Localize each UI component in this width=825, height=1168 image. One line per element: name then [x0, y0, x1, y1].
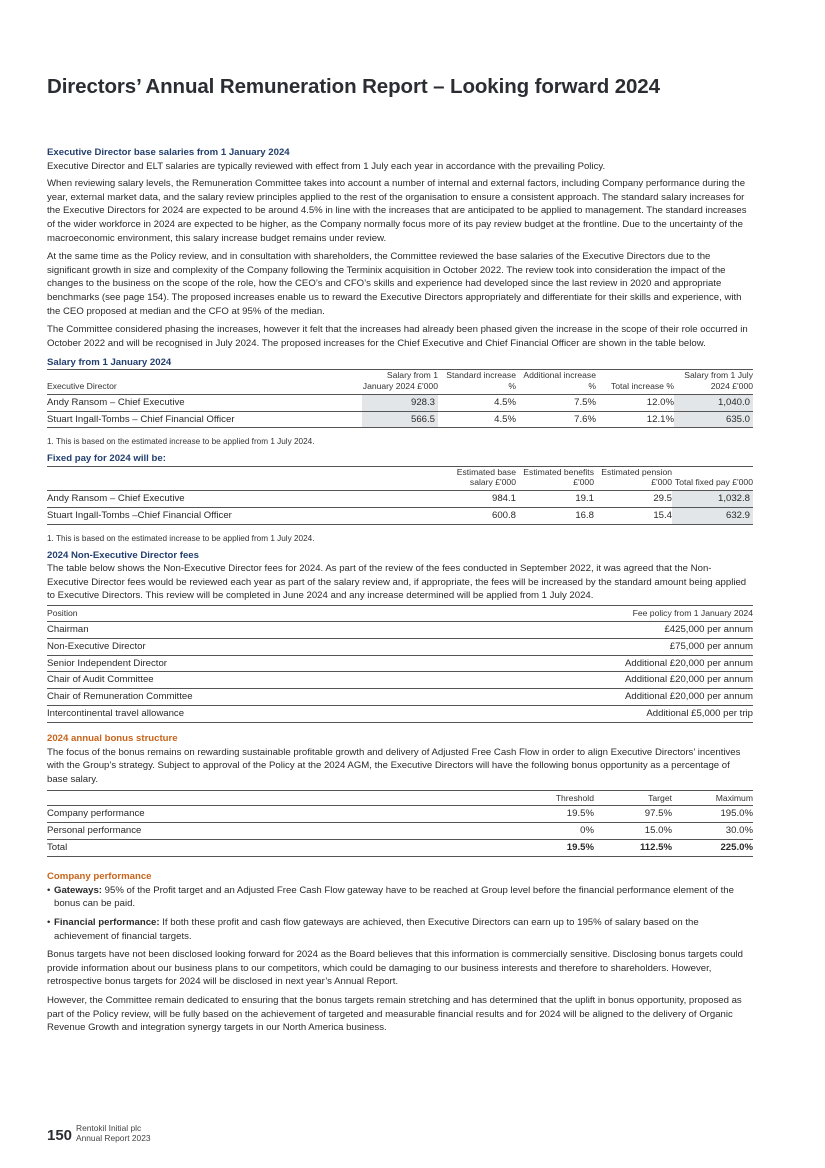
table-cell: 7.6%: [574, 413, 596, 425]
table-cell: 0%: [580, 825, 594, 837]
table-cell: 29.5: [653, 493, 672, 505]
table-cell: 112.5%: [639, 842, 672, 854]
table-cell: Stuart Ingall-Tombs – Chief Financial Officer: [47, 413, 235, 425]
column-header: Salary from 1 January 2024 £'000: [362, 370, 438, 391]
column-header: Standard increase %: [446, 370, 516, 391]
list-item: [47, 916, 753, 943]
table-row: [47, 638, 753, 655]
table-cell: Company performance: [47, 808, 145, 820]
table-row: [47, 806, 753, 823]
company-performance-paragraph: Bonus targets have not been disclosed looking forward for 2024 as the Board believes that this information is commercially sensitive. Disclosing bonus targets could provide information about our business plans to our competitors, which could be damaging to our business interests and therefore to shareholders. However, retrospective bonus targets for 2024 will be disclosed in next year’s Annual Report.: [47, 949, 743, 988]
table-cell: 19.5%: [566, 842, 594, 854]
table-cell: Additional £5,000 per trip: [646, 708, 753, 720]
table-cell: 30.0%: [725, 825, 753, 837]
table-cell: Non-Executive Director: [47, 640, 146, 652]
ned-fees-heading: 2024 Non-Executive Director fees: [47, 549, 199, 561]
table-cell: 566.5: [362, 411, 438, 428]
table-cell: £75,000 per annum: [669, 640, 753, 652]
column-header: Total increase %: [610, 380, 674, 391]
table-cell: 4.5%: [494, 413, 516, 425]
table-cell: Additional £20,000 per annum: [624, 674, 753, 686]
base-salaries-paragraph: Executive Director and ELT salaries are typically reviewed with effect from 1 July each year in accordance with the prevailing Policy.: [47, 160, 606, 172]
column-header: Fee policy from 1 January 2024: [632, 608, 753, 619]
table-cell: 195.0%: [720, 808, 753, 820]
ned-fees-intro: The table below shows the Non-Executive Director fees for 2024. As part of the review of the fees conducted in September 2022, it was agreed that the Non-Executive Director fees would be reviewed each year as part of the salary review and, if appropriate, the fees will be increased by the standard amount being applied to Executive Directors. This review will be completed in June 2024 and any increase determined will be applied from 1 July 2024.: [47, 563, 747, 602]
table-cell: 984.1: [491, 493, 516, 505]
page-footer: [47, 1123, 151, 1143]
base-salaries-paragraph: When reviewing salary levels, the Remuneration Committee takes into account a number of internal and external factors, including Company performance during the year, external market data, and the salary review principles applied to the rest of the organisation to ensure a consistent approach. The standard salary increases for the Executive Directors for 2024 are expected to be around 4.5% in line with the increases that are anticipated to be applied to management. The standard increases of the wider workforce in 2024 are expected to be higher, as the Company normally focus more of its pay review budget at the frontline. Due to the uncertainty of the macroeconomic environment, this salary increase budget remains under review.: [47, 178, 747, 244]
bullet-label: Financial performance:: [54, 916, 160, 928]
base-salaries-paragraph: The Committee considered phasing the increases, however it felt that the increases had already been phased given the increase in the scope of their role occurred in October 2022 and will be recognised in July 2024. The proposed increases for the Chief Executive and Chief Financial Officer are shown in the table below.: [47, 324, 748, 349]
table-row: [47, 394, 753, 411]
table-cell: Chairman: [47, 623, 89, 635]
page-number: 150: [47, 1127, 73, 1145]
table-cell: 1,040.0: [674, 394, 753, 411]
table-cell: Andy Ransom – Chief Executive: [47, 493, 185, 505]
table-cell: Senior Independent Director: [47, 657, 167, 669]
table-row: [47, 823, 753, 840]
footer-text: [76, 1123, 151, 1143]
table-cell: Personal performance: [47, 825, 142, 837]
column-header: [47, 790, 516, 806]
table-cell: 19.1: [575, 493, 594, 505]
fixed-pay-heading: Fixed pay for 2024 will be:: [47, 453, 166, 465]
table-header-row: [47, 466, 753, 490]
company-performance-list: [47, 884, 753, 943]
salary-table: [47, 369, 753, 428]
table-cell: 7.5%: [574, 396, 596, 408]
table-cell: Total: [47, 842, 68, 854]
page-title: Directors’ Annual Remuneration Report – Looking forward 2024: [47, 75, 660, 98]
column-header: Estimated benefits £'000: [523, 466, 594, 488]
company-performance-paragraph: However, the Committee remain dedicated to ensuring that the bonus targets remain stretching and has determined that the uplift in bonus opportunity, proposed as part of the Policy review, will be fully based on the achievement of targeted and measurable financial results and for 2024 will be aligned to the delivery of Organic Revenue Growth and integration synergy targets in our North America business.: [47, 994, 742, 1034]
table-row: [47, 689, 753, 706]
table-cell: 600.8: [491, 510, 516, 522]
column-header: Salary from 1 July 2024 £'000: [684, 370, 753, 391]
fixed-pay-table: [47, 466, 753, 525]
column-header: Additional increase %: [523, 370, 596, 391]
column-header: Estimated base salary £'000: [456, 466, 516, 488]
table-row: [47, 508, 753, 525]
footer-company: Rentokil Initial plc: [76, 1123, 142, 1133]
bonus-intro: The focus of the bonus remains on rewarding sustainable profitable growth and delivery of Adjusted Free Cash Flow in order to align Executive Directors’ incentives with the Group’s strategy. Subject to approval of the Policy at the 2024 AGM, the Executive Directors will have the following bonus opportunity as a percentage of base salary.: [47, 746, 741, 786]
column-header: Executive Director: [47, 380, 117, 391]
table-cell: 12.0%: [646, 396, 674, 408]
table-cell: 15.4: [653, 510, 672, 522]
column-header: Target: [648, 792, 672, 803]
bonus-table: [47, 790, 753, 857]
main-content: [47, 146, 753, 1040]
company-performance-heading: Company performance: [47, 871, 152, 883]
table-cell: Chair of Remuneration Committee: [47, 691, 193, 703]
table-cell: £425,000 per annum: [664, 623, 753, 635]
table-row: [47, 655, 753, 672]
table-total-row: [47, 840, 753, 857]
table-cell: 4.5%: [494, 396, 516, 408]
footnote: 1. This is based on the estimated increase to be applied from 1 July 2024.: [47, 533, 315, 543]
column-header: Position: [47, 608, 78, 619]
bullet-label: Gateways:: [54, 884, 102, 896]
table-cell: 19.5%: [566, 808, 594, 820]
table-cell: Additional £20,000 per annum: [624, 657, 753, 669]
table-cell: Additional £20,000 per annum: [624, 691, 753, 703]
column-header: [47, 466, 438, 490]
table-header-row: [47, 370, 753, 394]
table-header-row: [47, 790, 753, 806]
table-cell: 928.3: [362, 394, 438, 411]
table-cell: 632.9: [672, 508, 753, 525]
table-cell: 15.0%: [644, 825, 672, 837]
table-row: [47, 706, 753, 723]
footer-report: Annual Report 2023: [76, 1133, 151, 1144]
list-item: [47, 884, 753, 911]
column-header: Total fixed pay £'000: [674, 477, 753, 488]
table-cell: 225.0%: [720, 842, 753, 854]
table-cell: 16.8: [575, 510, 594, 522]
ned-fees-table: [47, 605, 753, 723]
table-row: [47, 672, 753, 689]
table-cell: 1,032.8: [672, 491, 753, 508]
table-row: [47, 411, 753, 428]
bullet-text: 95% of the Profit target and an Adjusted Free Cash Flow gateway have to be reached at Group level before the financial performance element of the bonus can be paid.: [54, 884, 734, 910]
bonus-heading: 2024 annual bonus structure: [47, 733, 178, 745]
base-salaries-heading: Executive Director base salaries from 1 January 2024: [47, 147, 290, 158]
table-cell: Intercontinental travel allowance: [47, 708, 185, 720]
bullet-text: If both these profit and cash flow gateways are achieved, then Executive Directors can earn up to 195% of salary based on the achievement of financial targets.: [54, 916, 699, 942]
table-cell: 97.5%: [644, 808, 672, 820]
column-header: Estimated pension £'000: [601, 466, 672, 488]
column-header: Threshold: [555, 792, 594, 803]
table-cell: Andy Ransom – Chief Executive: [47, 396, 185, 408]
salary-table-heading: Salary from 1 January 2024: [47, 356, 172, 368]
table-cell: Chair of Audit Committee: [47, 674, 154, 686]
table-cell: Stuart Ingall-Tombs –Chief Financial Officer: [47, 510, 232, 522]
base-salaries-paragraph: At the same time as the Policy review, and in consultation with shareholders, the Committee reviewed the base salaries of the Executive Directors due to the significant growth in size and complexity of the Company following the Terminix acquisition in October 2022. The review took into consideration the impact of the changes to the business on the scope of the role, how the CEO’s and CFO’s skills and experience had developed since the last review in 2020 and appropriate benchmarks (see page 154). The proposed increases enable us to reward the Executive Directors appropriately and differentiate for their skills and experience, with the CEO proposed at median and the CFO at 95% of the median.: [47, 251, 742, 317]
table-header-row: [47, 606, 753, 622]
column-header: Maximum: [715, 792, 753, 803]
table-row: [47, 491, 753, 508]
table-cell: 635.0: [674, 411, 753, 428]
footnote: 1. This is based on the estimated increase to be applied from 1 July 2024.: [47, 437, 315, 447]
table-cell: 12.1%: [646, 413, 674, 425]
table-row: [47, 621, 753, 638]
